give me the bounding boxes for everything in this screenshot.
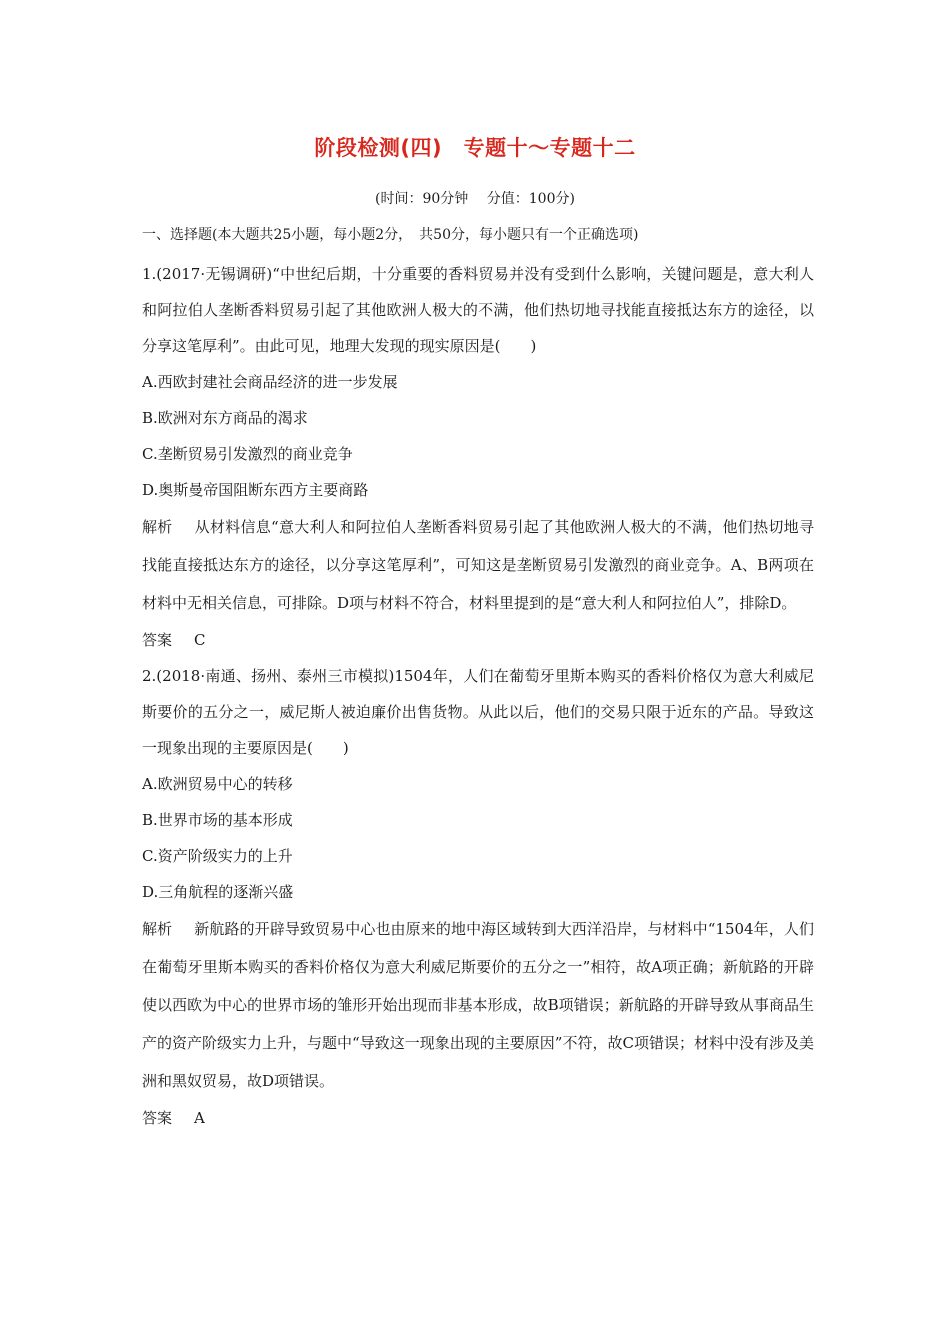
question-stem: 2.(2018·南通、扬州、泰州三市模拟)1504年，人们在葡萄牙里斯本购买的香料价格仅为意大利威尼斯要价的五分之一，威尼斯人被迫廉价出售货物。从此以后，他们的交易只限于近东的产品。导致这一现象出现的主要原因是( )	[142, 667, 814, 757]
exam-meta: (时间：90分钟 分值：100分)	[375, 191, 575, 207]
section-heading: 一、选择题(本大题共25小题，每小题2分， 共50分，每小题只有一个正确选项)	[142, 227, 639, 243]
analysis-text: 从材料信息“意大利人和阿拉伯人垄断香料贸易引起了其他欧洲人极大的不满，他们热切地寻找能直接抵达东方的途径，以分享这笔厚利”，可知这是垄断贸易引发激烈的商业竞争。A、B两项在材料中无相关信息，可排除。D项与材料不符合，材料里提到的是“意大利人和阿拉伯人”，排除D。	[142, 518, 814, 612]
analysis-label: 解析	[142, 518, 173, 536]
answer	[142, 622, 814, 658]
question-2	[142, 658, 814, 1136]
question-1	[142, 256, 814, 658]
answer-label: 答案	[142, 1109, 173, 1127]
answer-value: C	[194, 631, 206, 649]
option-b: B.世界市场的基本形成	[142, 811, 293, 829]
page-title: 阶段检测(四) 专题十～专题十二	[314, 136, 636, 160]
option-a: A.西欧封建社会商品经济的进一步发展	[142, 373, 398, 391]
option-d: D.奥斯曼帝国阻断东西方主要商路	[142, 481, 369, 499]
document-body	[142, 222, 814, 1136]
analysis	[142, 910, 814, 1100]
option-c: C.资产阶级实力的上升	[142, 847, 293, 865]
option-d: D.三角航程的逐渐兴盛	[142, 883, 294, 901]
option-c: C.垄断贸易引发激烈的商业竞争	[142, 445, 353, 463]
analysis-label: 解析	[142, 920, 173, 938]
analysis	[142, 508, 814, 622]
analysis-text: 新航路的开辟导致贸易中心也由原来的地中海区域转到大西洋沿岸，与材料中“1504年，人们在葡萄牙里斯本购买的香料价格仅为意大利威尼斯要价的五分之一”相符，故A项正确；新航路的开辟使以西欧为中心的世界市场的雏形开始出现而非基本形成，故B项错误；新航路的开辟导致从事商品生产的资产阶级实力上升，与题中“导致这一现象出现的主要原因”不符，故C项错误；材料中没有涉及美洲和黑奴贸易，故D项错误。	[142, 920, 814, 1090]
answer-label: 答案	[142, 631, 173, 649]
answer	[142, 1100, 814, 1136]
question-stem: 1.(2017·无锡调研)“中世纪后期，十分重要的香料贸易并没有受到什么影响，关键问题是，意大利人和阿拉伯人垄断香料贸易引起了其他欧洲人极大的不满，他们热切地寻找能直接抵达东方的途径，以分享这笔厚利”。由此可见，地理大发现的现实原因是( )	[142, 265, 814, 355]
answer-value: A	[194, 1109, 205, 1127]
option-b: B.欧洲对东方商品的渴求	[142, 409, 308, 427]
option-a: A.欧洲贸易中心的转移	[142, 775, 293, 793]
